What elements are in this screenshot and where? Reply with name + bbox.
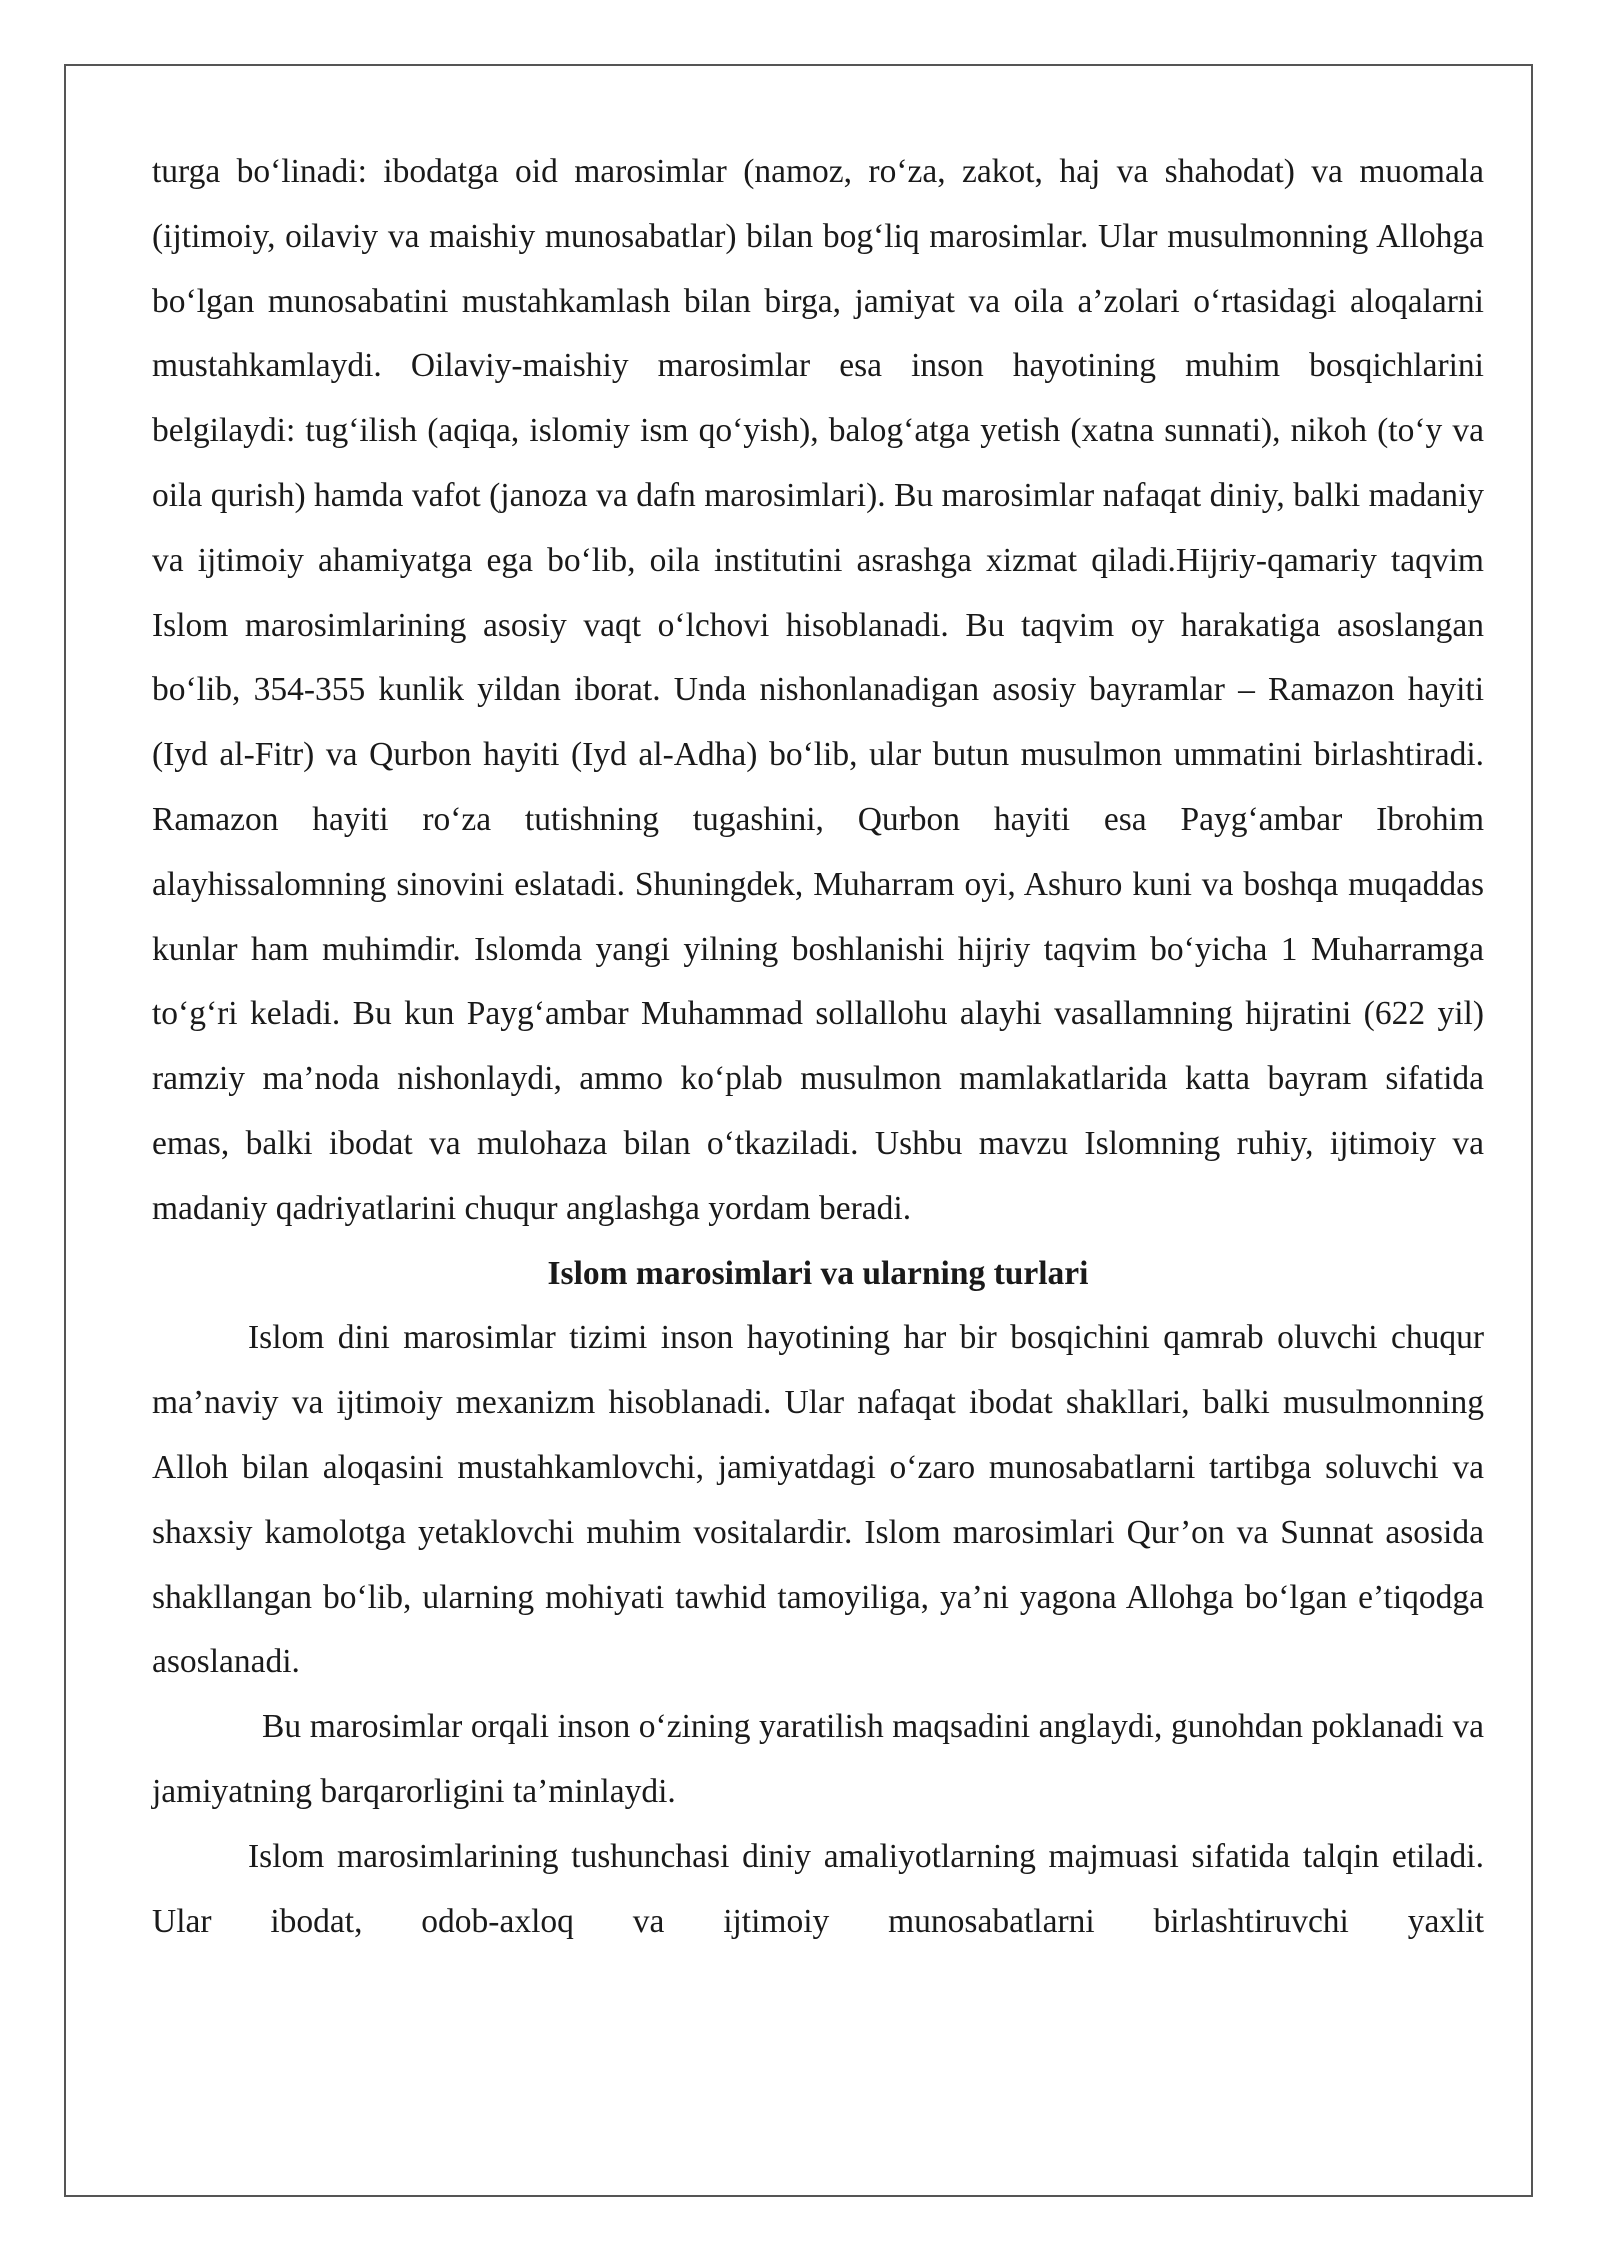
paragraph-concept: Islom marosimlarining tushunchasi diniy amaliyotlarning majmuasi sifatida talqin etiladi. Ular ibodat, odob-axloq va ijtimoiy munosabatlarni birlashtiruvchi yaxlit — [152, 1837, 1484, 1940]
paragraph-definition: Islom dini marosimlar tizimi inson hayotining har bir bosqichini qamrab oluvchi chuqur ma’naviy va ijtimoiy mexanizm hisoblanadi. Ular nafaqat ibodat shakllari, balki musulmonning Alloh bilan aloqasini mustahkamlovchi, jamiyatdagi o‘zaro munosabatlarni tartibga soluvchi va shaxsiy kamolotga yetaklovchi muhim vositalardir. Islom marosimlari Qur’on va Sunnat asosida shakllangan bo‘lib, ularning mohiyati tawhid tamoyiliga, ya’ni yagona Allohga bo‘lgan e’tiqodga asoslanadi. — [152, 1319, 1484, 1681]
paragraph-purpose: Bu marosimlar orqali inson o‘zining yaratilish maqsadini anglaydi, gunohdan poklanadi va jamiyatning barqarorligini ta’minlaydi. — [152, 1708, 1484, 1810]
document-body — [152, 140, 1484, 1954]
paragraph-intro: turga bo‘linadi: ibodatga oid marosimlar (namoz, ro‘za, zakot, haj va shahodat) va muomala (ijtimoiy, oilaviy va maishiy munosabatlar) bilan bog‘liq marosimlar. Ular musulmonning Allohga bo‘lgan munosabatini mustahkamlash bilan birga, jamiyat va oila a’zolari o‘rtasidagi aloqalarni mustahkamlaydi. Oilaviy-maishiy marosimlar esa inson hayotining muhim bosqichlarini belgilaydi: tug‘ilish (aqiqa, islomiy ism qo‘yish), balog‘atga yetish (xatna sunnati), nikoh (to‘y va oila qurish) hamda vafot (janoza va dafn marosimlari). Bu marosimlar nafaqat diniy, balki madaniy va ijtimoiy ahamiyatga ega bo‘lib, oila institutini asrashga xizmat qiladi.Hijriy-qamariy taqvim Islom marosimlarining asosiy vaqt o‘lchovi hisoblanadi. Bu taqvim oy harakatiga asoslangan bo‘lib, 354-355 kunlik yildan iborat. Unda nishonlanadigan asosiy bayramlar – Ramazon hayiti (Iyd al-Fitr) va Qurbon hayiti (Iyd al-Adha) bo‘lib, ular butun musulmon ummatini birlashtiradi. Ramazon hayiti ro‘za tutishning tugashini, Qurbon hayiti esa Payg‘ambar Ibrohim alayhissalomning sinovini eslatadi. Shuningdek, Muharram oyi, Ashuro kuni va boshqa muqaddas kunlar ham muhimdir. Islomda yangi yilning boshlanishi hijriy taqvim bo‘yicha 1 Muharramga to‘g‘ri keladi. Bu kun Payg‘ambar Muhammad sollallohu alayhi vasallamning hijratini (622 yil) ramziy ma’noda nishonlaydi, ammo ko‘plab musulmon mamlakatlarida katta bayram sifatida emas, balki ibodat va mulohaza bilan o‘tkaziladi. Ushbu mavzu Islomning ruhiy, ijtimoiy va madaniy qadriyatlarini chuqur anglashga yordam beradi. — [152, 153, 1484, 1227]
section-heading: Islom marosimlari va ularning turlari — [547, 1254, 1089, 1292]
